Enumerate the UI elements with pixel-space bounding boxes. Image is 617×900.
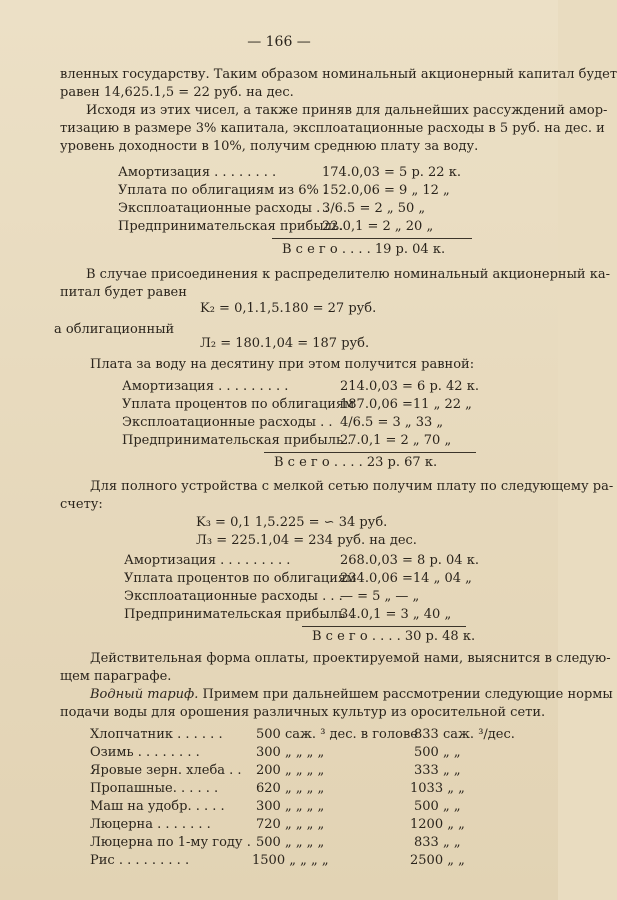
table2-row-label: Амортизация . . . . . . . . . <box>122 379 289 394</box>
table3-sum-rule <box>302 626 466 627</box>
para5-line-2: щем параграфе. <box>60 669 172 684</box>
table3-row-label: Предпринимательская прибыль . <box>124 607 354 622</box>
crop-norm-field: 200 „ „ „ „ <box>256 763 325 778</box>
crop-norm-field: 500 „ „ „ „ <box>256 835 325 850</box>
crop-norm-field: 500 саж. ³ дес. в голове <box>256 727 418 742</box>
table1-row-value: 3/6.5 = 2 „ 50 „ <box>322 201 426 216</box>
table2-row-value: 4/6.5 = 3 „ 33 „ <box>340 415 444 430</box>
table1-total: В с е г о . . . . 19 р. 04 к. <box>282 242 446 257</box>
table1-row-value: 152.0,06 = 9 „ 12 „ <box>322 183 450 198</box>
crop-name: Рис . . . . . . . . . <box>90 853 190 868</box>
formula-k3: K₃ = 0,1 1,5.225 = ∽ 34 руб. <box>196 515 388 530</box>
table2-row-label: Эксплоатационные расходы . . <box>122 415 333 430</box>
para2-line-2: питал будет равен <box>60 285 187 300</box>
crop-name: Люцерна по 1-му году . <box>90 835 251 850</box>
intro-line-5: уровень доходности в 10%, получим среднюю плату за воду. <box>60 139 479 154</box>
crop-name: Люцерна . . . . . . . <box>90 817 211 832</box>
table2-row-label: Уплата процентов по облигациям <box>122 397 355 412</box>
para4-line-1: Для полного устройства с мелкой сетью получим плату по следующему ра- <box>90 479 614 494</box>
table3-row-value: 268.0,03 = 8 р. 04 к. <box>340 553 479 568</box>
crop-norm-head: 833 саж. ³/дес. <box>414 727 515 742</box>
water-tariff-text: Примем при дальнейшем рассмотрении следующие нормы <box>202 687 613 702</box>
intro-line-1: вленных государству. Таким образом номинальный акционерный капитал будет <box>60 67 617 82</box>
crop-norm-head: 1033 „ „ <box>410 781 465 796</box>
table3-row-label: Амортизация . . . . . . . . . <box>124 553 291 568</box>
crop-norm-head: 500 „ „ <box>414 799 461 814</box>
crop-name: Яровые зерн. хлеба . . <box>90 763 242 778</box>
para4-line-2: счету: <box>60 497 103 512</box>
crop-norm-field: 620 „ „ „ „ <box>256 781 325 796</box>
table3-row-value: 234.0,06 =14 „ 04 „ <box>340 571 472 586</box>
crop-norm-field: 1500 „ „ „ „ <box>252 853 329 868</box>
crop-norm-head: 833 „ „ <box>414 835 461 850</box>
table2-row-value: 214.0,03 = 6 р. 42 к. <box>340 379 479 394</box>
bond-label: а облигационный <box>54 322 175 337</box>
table1-row-label: Амортизация . . . . . . . . <box>118 165 277 180</box>
water-tariff-title: Водный тариф. <box>90 687 199 702</box>
table3-row-label: Уплата процентов по облигациям <box>124 571 357 586</box>
crop-name: Маш на удобр. . . . . <box>90 799 225 814</box>
table3-row-value: 34.0,1 = 3 „ 40 „ <box>340 607 452 622</box>
crop-name: Озимь . . . . . . . . <box>90 745 200 760</box>
para2-line-1: В случае присоединения к распределителю номинальный акционерный ка- <box>86 267 610 282</box>
intro-line-3: Исходя из этих чисел, а также приняв для дальнейших рассуждений амор- <box>86 103 608 118</box>
intro-line-4: тизацию в размере 3% капитала, эксплоатационные расходы в 5 руб. на дес. и <box>60 121 605 136</box>
crop-norm-head: 333 „ „ <box>414 763 461 778</box>
formula-l2: Л₂ = 180.1,04 = 187 руб. <box>200 336 370 351</box>
table2-row-label: Предпринимательская прибыль . <box>122 433 352 448</box>
table3-row-label: Эксплоатационные расходы . . . <box>124 589 343 604</box>
page-number: — 166 — <box>247 34 311 50</box>
table1-row-value: 22.0,1 = 2 „ 20 „ <box>322 219 434 234</box>
table1-row-label: Уплата по облигациям из 6% . <box>118 183 328 198</box>
crop-name: Пропашные. . . . . . <box>90 781 219 796</box>
para3: Плата за воду на десятину при этом получится равной: <box>90 357 475 372</box>
crop-norm-field: 300 „ „ „ „ <box>256 745 325 760</box>
water-tariff-line-1 <box>90 686 613 703</box>
crop-name: Хлопчатник . . . . . . <box>90 727 223 742</box>
formula-k2: K₂ = 0,1.1,5.180 = 27 руб. <box>200 301 377 316</box>
table2-row-value: 27.0,1 = 2 „ 70 „ <box>340 433 452 448</box>
crop-norm-head: 2500 „ „ <box>410 853 465 868</box>
crop-norm-field: 300 „ „ „ „ <box>256 799 325 814</box>
para5-line-1: Действительная форма оплаты, проектируемой нами, выяснится в следую- <box>90 651 611 666</box>
table3-total: В с е г о . . . . 30 р. 48 к. <box>312 629 476 644</box>
crop-norm-head: 1200 „ „ <box>410 817 465 832</box>
table1-row-label: Эксплоатационные расходы . . <box>118 201 329 216</box>
table3-row-value: — = 5 „ — „ <box>340 589 420 604</box>
water-tariff-line-2: подачи воды для орошения различных культур из оросительной сети. <box>60 705 546 720</box>
table1-row-value: 174.0,03 = 5 р. 22 к. <box>322 165 461 180</box>
table2-row-value: 187.0,06 =11 „ 22 „ <box>340 397 472 412</box>
table2-total: В с е г о . . . . 23 р. 67 к. <box>274 455 438 470</box>
crop-norm-field: 720 „ „ „ „ <box>256 817 325 832</box>
crop-norm-head: 500 „ „ <box>414 745 461 760</box>
intro-line-2: равен 14,625.1,5 = 22 руб. на дес. <box>60 85 294 100</box>
formula-l3: Л₃ = 225.1,04 = 234 руб. на дес. <box>196 533 417 548</box>
table1-sum-rule <box>272 238 472 239</box>
table2-sum-rule <box>264 452 476 453</box>
table1-row-label: Предпринимательская прибыль. <box>118 219 344 234</box>
